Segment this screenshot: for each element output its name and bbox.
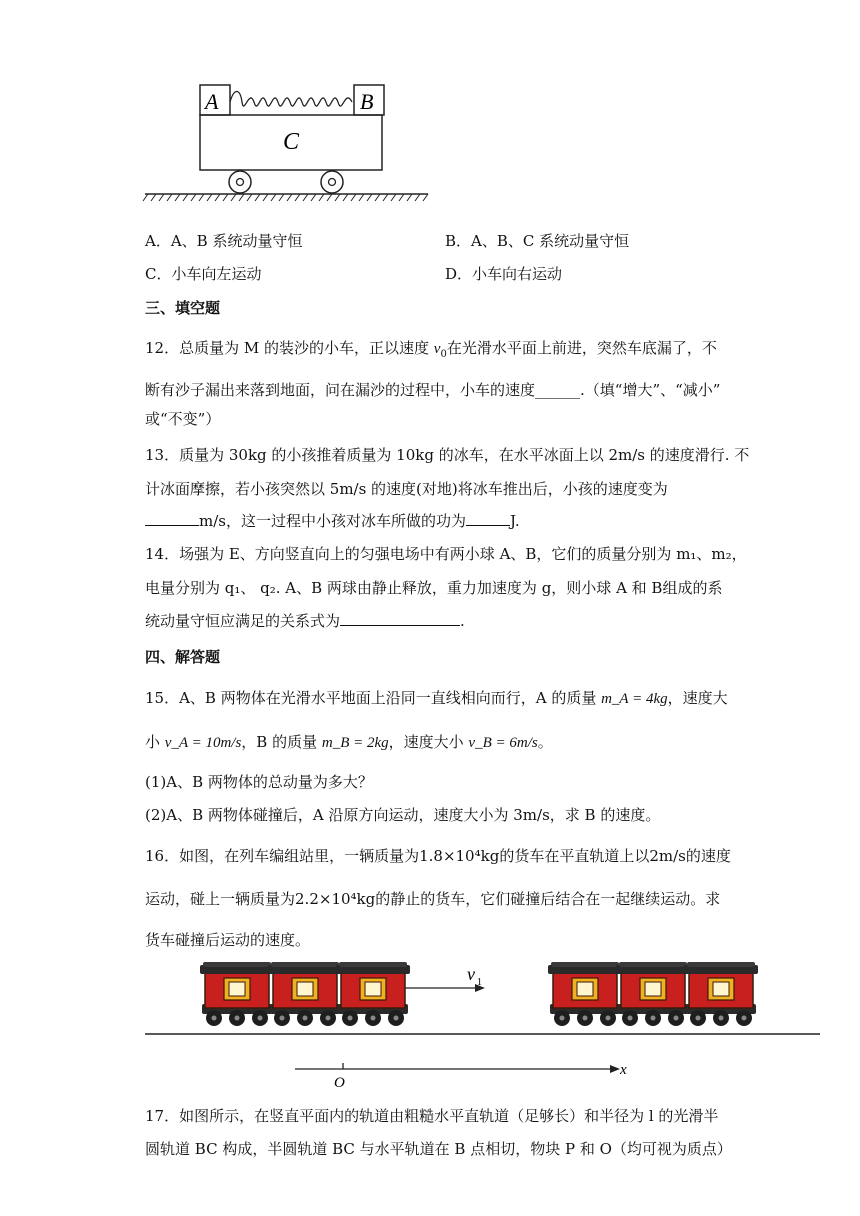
q13-line2: 计冰面摩擦，若小孩突然以 5m/s 的速度(对地)将冰车推出后，小孩的速度变为 xyxy=(145,480,668,498)
q14-line2: 电量分别为 q₁、 q₂. A、B 两球由静止释放，重力加速度为 g，则小球 A 和 B组成的系 xyxy=(145,579,723,597)
option-b: B．A、B、C 系统动量守恒 xyxy=(445,232,630,250)
q16-line3: 货车碰撞后运动的速度。 xyxy=(145,931,311,949)
q12-line2: 断有沙子漏出来落到地面，问在漏沙的过程中，小车的速度______.（填“增大”、“减小” xyxy=(145,381,721,399)
section-fill-in-title: 三、填空题 xyxy=(145,299,221,317)
q17-line2: 圆轨道 BC 构成，半圆轨道 BC 与水平轨道在 B 点相切，物块 P 和 O（均可视为质点） xyxy=(145,1140,732,1158)
q12-line1: 12．总质量为 M 的装沙的小车，正以速度 $v_0$在光滑水平面上前进，突然车底漏了，不 xyxy=(145,339,717,360)
q15-line1: 15．A、B 两物体在光滑水平地面上沿同一直线相向而行，A 的质量 m_A = 4kg，速度大 xyxy=(145,689,728,707)
q13-line1: 13．质量为 30kg 的小孩推着质量为 10kg 的冰车，在水平冰面上以 2m/s 的速度滑行. 不 xyxy=(145,446,750,464)
q14-blank xyxy=(340,611,460,626)
q16-line1: 16．如图，在列车编组站里，一辆质量为1.8×10⁴kg的货车在平直轨道上以2m/s的速度 xyxy=(145,847,731,865)
q13-blank-speed xyxy=(145,511,199,526)
q12-line3: 或“不变”） xyxy=(145,410,221,428)
q15-speed-b: v_B = 6m/s xyxy=(468,735,538,751)
q15-part2: (2)A、B 两物体碰撞后，A 沿原方向运动，速度大小为 3m/s，求 B 的速度。 xyxy=(145,806,661,824)
block-b-label: B xyxy=(360,89,374,114)
option-c: C．小车向左运动 xyxy=(145,265,262,283)
cart-spring-figure xyxy=(140,80,440,205)
q13-blank-work xyxy=(466,511,510,526)
q16-mass-1: 1.8×10⁴kg xyxy=(419,847,500,865)
q15-speed-a: v_A = 10m/s xyxy=(164,735,242,751)
q15-mass-a: m_A = 4kg xyxy=(601,691,668,707)
q16-speed: 2m/s xyxy=(649,847,686,865)
block-a-label: A xyxy=(205,89,219,114)
option-d: D．小车向右运动 xyxy=(445,265,563,283)
q14-line1: 14．场强为 E、方向竖直向上的匀强电场中有两小球 A、B，它们的质量分别为 m₁、m₂， xyxy=(145,545,747,563)
x-axis-label: x xyxy=(620,1062,627,1078)
velocity-label: v xyxy=(467,964,475,984)
q16-mass-2: 2.2×10⁴kg xyxy=(295,890,376,908)
q16-line2: 运动，碰上一辆质量为2.2×10⁴kg的静止的货车，它们碰撞后结合在一起继续运动。求 xyxy=(145,890,721,908)
train-collision-figure xyxy=(140,952,825,1092)
cart-c-label: C xyxy=(283,129,300,155)
section-solve-title: 四、解答题 xyxy=(145,648,221,666)
q15-part1: (1)A、B 两物体的总动量为多大？ xyxy=(145,773,373,791)
q17-line1: 17．如图所示，在竖直平面内的轨道由粗糙水平直轨道（足够长）和半径为 l 的光滑半 xyxy=(145,1107,719,1125)
origin-label: O xyxy=(334,1075,345,1091)
q15-line2: 小 v_A = 10m/s，B 的质量 m_B = 2kg，速度大小 v_B = 6m/s。 xyxy=(145,733,553,751)
option-a: A．A、B 系统动量守恒 xyxy=(145,232,303,250)
q15-mass-b: m_B = 2kg xyxy=(321,735,389,751)
q13-line3: m/s，这一过程中小孩对冰车所做的功为 J. xyxy=(145,511,520,531)
velocity-sub: 1 xyxy=(477,977,482,988)
q14-line3: 统动量守恒应满足的关系式为 . xyxy=(145,612,465,630)
